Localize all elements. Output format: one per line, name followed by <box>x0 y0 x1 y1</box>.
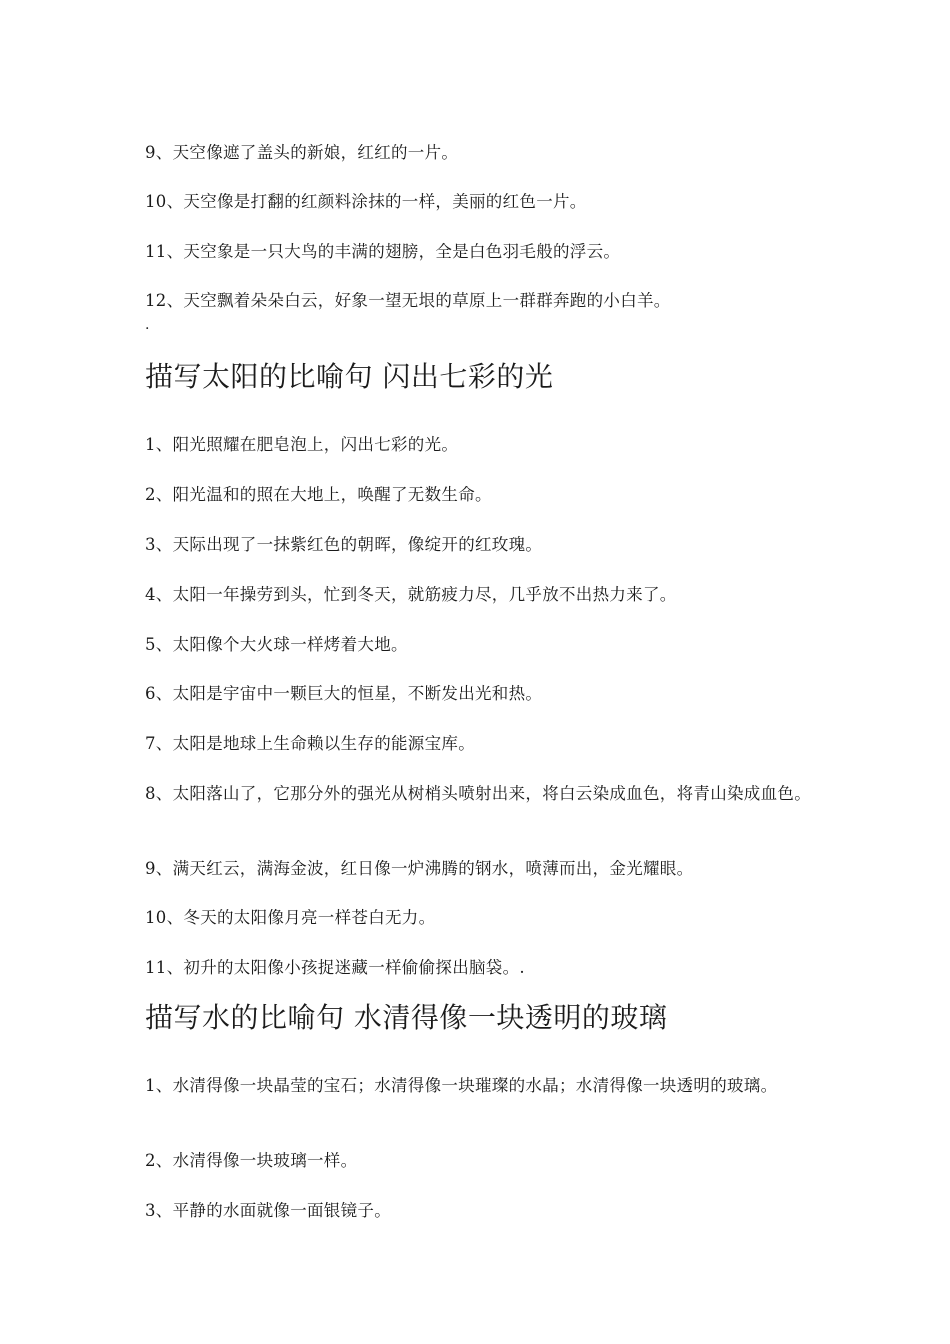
sky-item-9: 9、天空像遮了盖头的新娘，红红的一片。 <box>145 143 459 162</box>
sky-item-12: 12、天空飘着朵朵白云，好象一望无垠的草原上一群群奔跑的小白羊。 <box>145 291 671 310</box>
trailing-dot: . <box>145 317 150 333</box>
sky-item-10: 10、天空像是打翻的红颜料涂抹的一样，美丽的红色一片。 <box>145 192 587 211</box>
water-item-2: 2、水清得像一块玻璃一样。 <box>145 1151 358 1170</box>
sun-item-4: 4、太阳一年操劳到头，忙到冬天，就筋疲力尽，几乎放不出热力来了。 <box>145 585 677 604</box>
water-item-3: 3、平静的水面就像一面银镜子。 <box>145 1201 391 1220</box>
sun-item-2: 2、阳光温和的照在大地上，唤醒了无数生命。 <box>145 485 492 504</box>
sky-item-11: 11、天空象是一只大鸟的丰满的翅膀，全是白色羽毛般的浮云。 <box>145 242 621 261</box>
sun-item-9: 9、满天红云，满海金波，红日像一炉沸腾的钢水，喷薄而出，金光耀眼。 <box>145 859 694 878</box>
sun-item-6: 6、太阳是宇宙中一颗巨大的恒星，不断发出光和热。 <box>145 684 543 703</box>
water-item-1: 1、水清得像一块晶莹的宝石；水清得像一块璀璨的水晶；水清得像一块透明的玻璃。 <box>145 1076 778 1095</box>
sun-item-1: 1、阳光照耀在肥皂泡上，闪出七彩的光。 <box>145 435 459 454</box>
sun-item-7: 7、太阳是地球上生命赖以生存的能源宝库。 <box>145 734 475 753</box>
heading-water: 描写水的比喻句 水清得像一块透明的玻璃 <box>145 1001 668 1034</box>
sun-item-10: 10、冬天的太阳像月亮一样苍白无力。 <box>145 908 436 927</box>
sun-item-8: 8、太阳落山了，它那分外的强光从树梢头喷射出来，将白云染成血色，将青山染成血色。 <box>145 784 811 803</box>
heading-sun: 描写太阳的比喻句 闪出七彩的光 <box>145 360 554 393</box>
sun-item-5: 5、太阳像个大火球一样烤着大地。 <box>145 635 408 654</box>
sun-item-11: 11、初升的太阳像小孩捉迷藏一样偷偷探出脑袋。. <box>145 958 525 977</box>
sun-item-3: 3、天际出现了一抹紫红色的朝晖，像绽开的红玫瑰。 <box>145 535 543 554</box>
